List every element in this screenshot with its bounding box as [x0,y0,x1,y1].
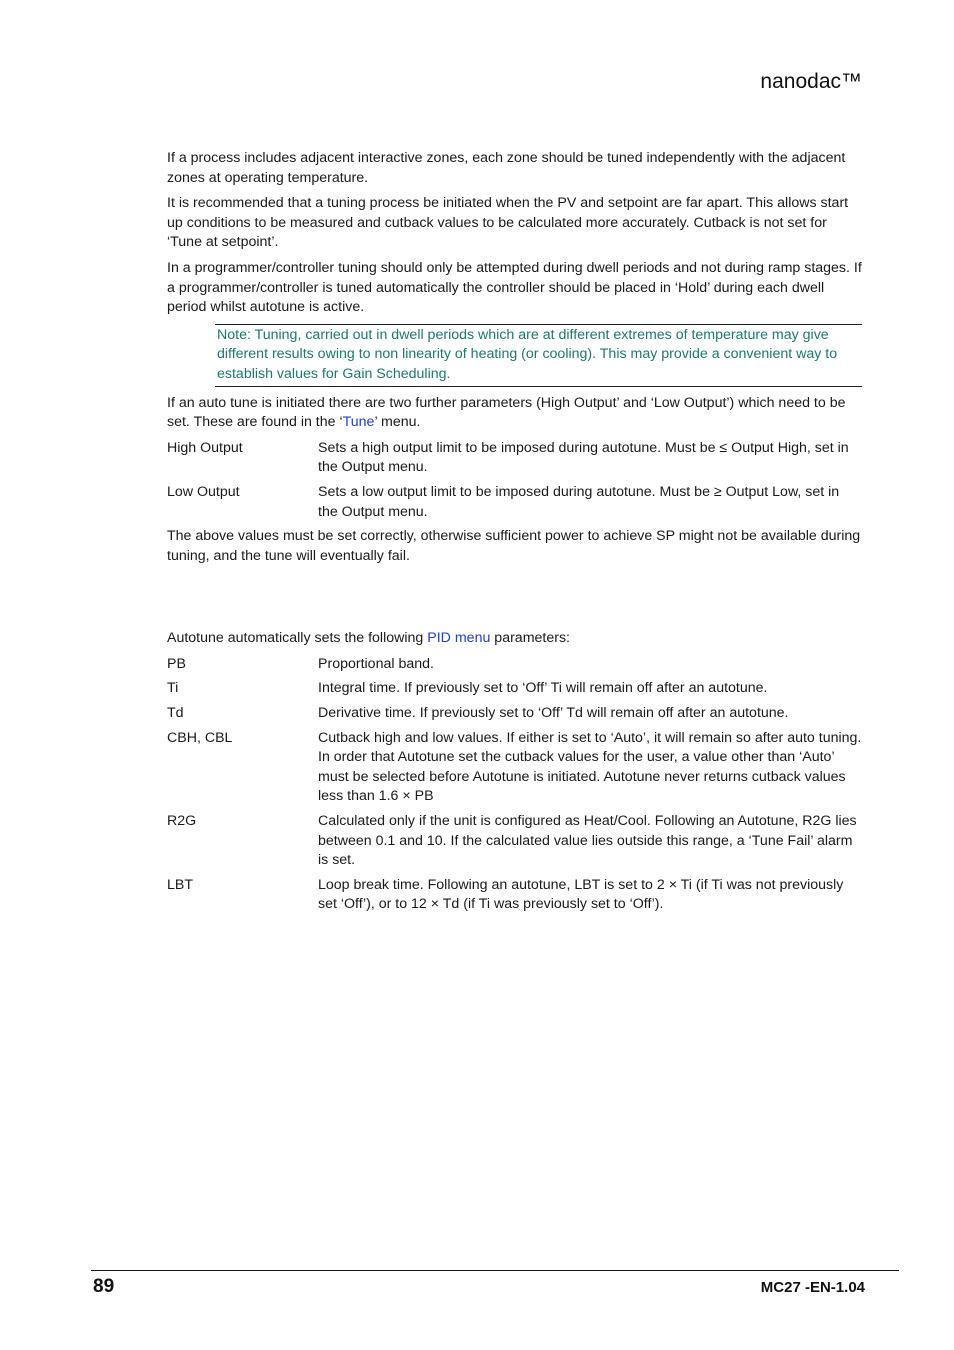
paragraph-text: ’ menu. [374,414,421,431]
paragraph-warning: The above values must be set correctly, otherwise sufficient power to achieve SP might not be available during tuning, and the tune will eventually fail. [167,528,861,564]
parameter-term: Low Output [167,483,240,500]
parameter-term: PB [167,655,186,672]
parameter-row [167,439,862,478]
parameter-description: Integral time. If previously set to ‘Off’ Ti will remain off after an autotune. [318,680,768,697]
parameter-row [167,655,862,675]
parameter-term: LBT [167,876,194,893]
parameter-term: High Output [167,439,243,456]
parameter-term: Ti [167,680,179,697]
parameter-description: Sets a high output limit to be imposed during autotune. Must be ≤ Output High, set in the Output menu. [318,439,849,476]
parameter-row [167,876,862,915]
output-parameter-list [167,439,862,522]
parameter-term: R2G [167,813,197,830]
tune-menu-link[interactable]: Tune [342,414,375,431]
paragraph-text: Autotune automatically sets the following [167,630,428,647]
page-content [167,149,862,920]
document-reference: MC27 -EN-1.04 [760,1279,865,1296]
parameter-description: Loop break time. Following an autotune, LBT is set to 2 × Ti (if Ti was not previously set ‘Off’), or to 12 × Td (if Ti was previously set to ‘Off’). [318,876,844,913]
parameter-description: Calculated only if the unit is configured as Heat/Cool. Following an Autotune, R2G lies between 0.1 and 10. If the calculated value lies outside this range, a ‘Tune Fail’ alarm is set. [318,813,857,869]
parameter-row [167,704,862,724]
parameter-description: Cutback high and low values. If either is set to ‘Auto’, it will remain so after auto tuning. In order that Autotune set the cutback values for the user, a value other than ‘Auto’ must be selected before Autotune is initiated. Autotune never returns cutback values less than 1.6 × PB [318,729,862,805]
parameter-row [167,812,862,871]
paragraph-text: If an auto tune is initiated there are two further parameters (High Output’ and ‘Low Output’) which need to be set. These are found in the ‘ [167,394,846,431]
footer-divider [91,1270,899,1271]
section-gap [167,572,862,629]
parameter-term: Td [167,705,184,722]
pid-parameter-list [167,655,862,915]
page-number: 89 [93,1276,115,1297]
paragraph-tuning-recommendation: It is recommended that a tuning process be initiated when the PV and setpoint are far apart. This allows start up conditions to be measured and cutback values to be calculated more accurately. Cutback is not set for ‘Tune at setpoint’. [167,195,849,251]
pid-menu-link[interactable]: PID menu [427,630,491,647]
note-box: Note: Tuning, carried out in dwell periods which are at different extremes of temperature may give different results owing to non linearity of heating (or cooling). This may provide a convenient way to establish values for Gain Scheduling. [215,324,862,387]
brand-title: nanodac™ [760,70,862,93]
paragraph-autotune-sets [167,629,862,649]
parameter-row [167,483,862,522]
paragraph-text: parameters: [490,630,570,647]
parameter-description: Derivative time. If previously set to ‘Off’ Td will remain off after an autotune. [318,705,789,722]
parameter-description: Sets a low output limit to be imposed during autotune. Must be ≥ Output Low, set in the Output menu. [318,483,840,520]
paragraph-adjacent-zones: If a process includes adjacent interactive zones, each zone should be tuned independently with the adjacent zones at operating temperature. [167,150,846,186]
parameter-row [167,729,862,807]
parameter-term: CBH, CBL [167,729,233,746]
parameter-row [167,679,862,699]
paragraph-programmer-tuning: In a programmer/controller tuning should only be attempted during dwell periods and not during ramp stages. If a programmer/controller is tuned automatically the controller should be placed in ‘Hold’ during each dwell period whilst autotune is active. [167,259,862,316]
paragraph-output-parameters [167,394,862,433]
parameter-description: Proportional band. [318,655,434,672]
